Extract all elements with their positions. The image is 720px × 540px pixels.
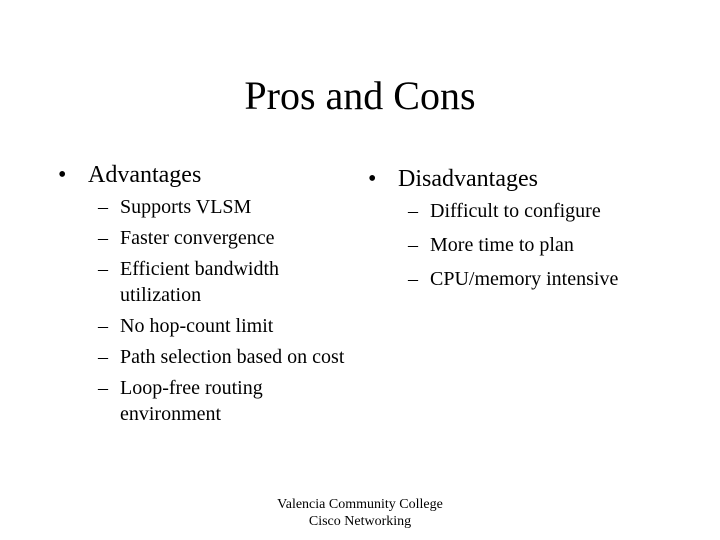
list-item xyxy=(408,198,698,224)
bullet-icon: • xyxy=(368,166,377,192)
list-item xyxy=(98,194,358,220)
list-item-text: No hop-count limit xyxy=(120,315,274,337)
disadvantages-column xyxy=(368,162,698,300)
list-item-text: Path selection based on cost xyxy=(120,346,345,368)
list-item xyxy=(98,313,358,339)
list-item xyxy=(98,375,358,427)
list-item-text: CPU/memory intensive xyxy=(430,268,619,290)
dash-icon: – xyxy=(98,258,108,280)
dash-icon: – xyxy=(98,315,108,337)
list-item-text: Faster convergence xyxy=(120,227,275,249)
dash-icon: – xyxy=(98,346,108,368)
dash-icon: – xyxy=(408,234,418,256)
dash-icon: – xyxy=(408,200,418,222)
bullet-icon: • xyxy=(58,162,67,188)
slide-title: Pros and Cons xyxy=(244,73,476,118)
footer-line-1: Valencia Community College xyxy=(277,497,443,512)
list-item xyxy=(408,266,698,292)
advantages-heading: Advantages xyxy=(88,162,202,188)
dash-icon: – xyxy=(98,377,108,399)
advantages-list xyxy=(98,194,358,427)
disadvantages-heading-row xyxy=(368,162,698,196)
list-item-text: Efficient bandwidth utilization xyxy=(120,258,280,306)
list-item-text: More time to plan xyxy=(430,234,574,256)
list-item-text: Loop-free routing environment xyxy=(120,377,263,425)
disadvantages-heading: Disadvantages xyxy=(398,166,538,192)
list-item xyxy=(98,344,358,370)
disadvantages-list xyxy=(408,198,698,292)
list-item xyxy=(98,256,358,308)
list-item xyxy=(98,225,358,251)
advantages-column xyxy=(58,158,358,432)
list-item xyxy=(408,232,698,258)
list-item-text: Difficult to configure xyxy=(430,200,601,222)
advantages-heading-row xyxy=(58,158,358,192)
list-item-text: Supports VLSM xyxy=(120,196,252,218)
dash-icon: – xyxy=(408,268,418,290)
dash-icon: – xyxy=(98,196,108,218)
slide-footer xyxy=(0,496,720,530)
dash-icon: – xyxy=(98,227,108,249)
footer-line-2: Cisco Networking xyxy=(308,514,412,529)
